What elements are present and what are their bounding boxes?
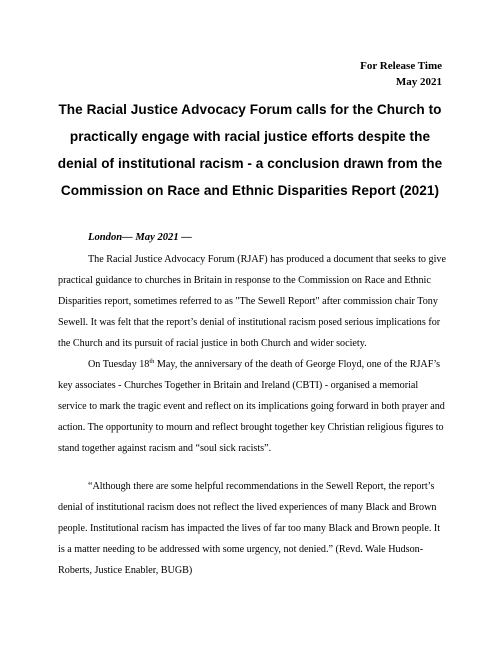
paragraph-2-text-start: On Tuesday 18	[88, 359, 150, 370]
body-paragraph-3	[58, 476, 447, 581]
press-release-headline: The Racial Justice Advocacy Forum calls for the Church to practically engage with racial justice efforts despite the denial of institutional racism - a conclusion drawn from the Commission on Race and Ethnic Disparities Report (2021)	[57, 102, 443, 198]
ordinal-superscript: th	[149, 358, 155, 365]
body-paragraph-2	[58, 354, 447, 459]
paragraph-2-text-rest: May, the anniversary of the death of George Floyd, one of the RJAF’s key associates - Churches Together in Britain and Ireland (CBTI) - organised a memorial service to mark the tragic event and reflect on its implications going forward in both prayer and action. The opportunity to mourn and reflect brought together key Christian religious figures to stand together against racism and “soul sick racists”.	[58, 359, 445, 454]
paragraph-3-text: “Although there are some helpful recommendations in the Sewell Report, the report’s denial of institutional racism does not reflect the lived experiences of many Black and Brown people. Institutional racism has impacted the lives of far too many Black and Brown people. It is a matter needing to be addressed with some urgency, not denied.” (Revd. Wale Hudson-Roberts, Justice Enabler, BUGB)	[58, 481, 441, 576]
paragraph-1-text: The Racial Justice Advocacy Forum (RJAF) has produced a document that seeks to give practical guidance to churches in Britain in response to the Commission on Race and Ethnic Disparities report, sometimes referred to as "The Sewell Report" after commission chair Tony Sewell. It was felt that the report’s denial of institutional racism posed serious implications for the Church and its pursuit of racial justice in both Church and wider society.	[58, 254, 446, 349]
body-paragraph-1	[58, 249, 447, 354]
release-date: May 2021	[395, 76, 442, 88]
dateline: London— May 2021 —	[88, 232, 192, 243]
release-time-label: For Release Time	[360, 60, 442, 72]
release-time-block	[360, 58, 442, 90]
